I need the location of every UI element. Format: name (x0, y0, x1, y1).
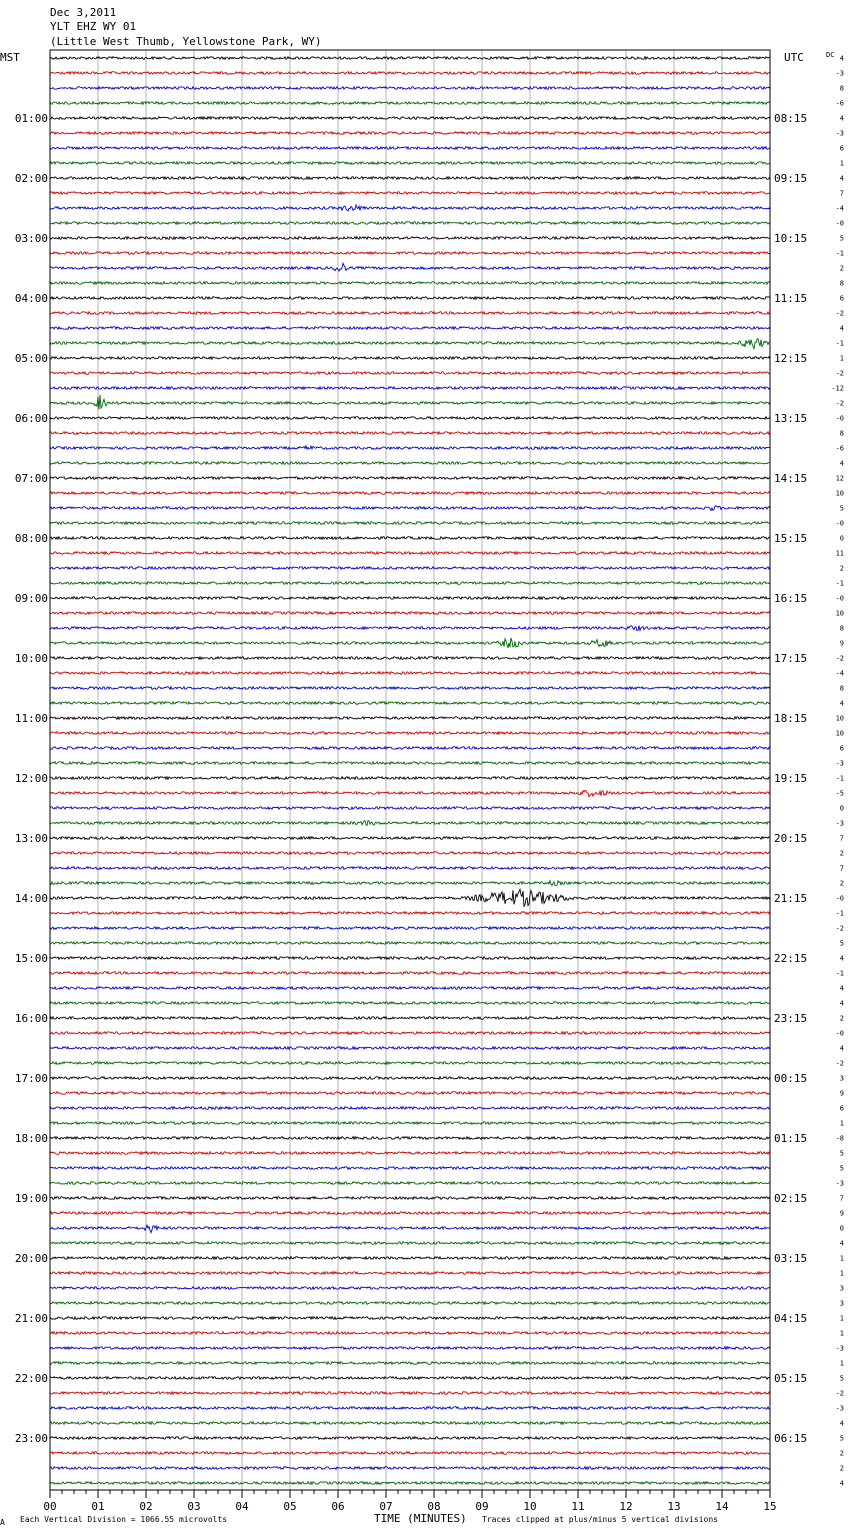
dc-offset-label: -3 (835, 1344, 844, 1353)
trace-line (50, 867, 770, 870)
trace-line (50, 612, 770, 615)
dc-offset-label: 2 (839, 879, 844, 888)
trace-line (50, 1242, 770, 1245)
trace-line (50, 1225, 770, 1232)
trace-line (50, 1437, 770, 1440)
dc-offset-label: 4 (839, 954, 844, 963)
trace-line (50, 1467, 770, 1470)
dc-offset-label: 1 (839, 1254, 844, 1263)
header-station: YLT EHZ WY 01 (50, 20, 137, 33)
right-hour-label: 10:15 (774, 232, 808, 245)
trace-line (50, 417, 770, 420)
left-hour-label: 15:00 (14, 952, 48, 965)
dc-offset-label: 1 (839, 1119, 844, 1128)
trace-line (50, 237, 770, 240)
trace-line (50, 1377, 770, 1380)
dc-offset-label: -2 (835, 654, 844, 663)
trace-line (50, 927, 770, 930)
left-hour-label: 20:00 (14, 1252, 48, 1265)
trace-line (50, 222, 770, 225)
dc-offset-label: 8 (839, 84, 844, 93)
dc-offset-label: -2 (835, 399, 844, 408)
x-axis (43, 1490, 776, 1513)
left-hour-label: 06:00 (14, 412, 48, 425)
dc-offset-label: 2 (839, 1014, 844, 1023)
left-hour-label: 11:00 (14, 712, 48, 725)
right-hour-label: 18:15 (774, 712, 808, 725)
right-hour-label: 23:15 (774, 1012, 808, 1025)
dc-offset-label: 1 (839, 1314, 844, 1323)
dc-offset-label: -1 (835, 774, 844, 783)
dc-offset-label: 2 (839, 1464, 844, 1473)
trace-line (50, 638, 770, 648)
trace-line (50, 942, 770, 945)
x-tick-label: 00 (43, 1500, 57, 1513)
trace-line (50, 506, 770, 510)
right-hour-label: 03:15 (774, 1252, 808, 1265)
trace-line (50, 1332, 770, 1335)
dc-offset-label: -0 (835, 594, 844, 603)
trace-line (50, 387, 770, 390)
trace-line (50, 657, 770, 660)
right-hour-label: 15:15 (774, 532, 808, 545)
left-hour-label: 14:00 (14, 892, 48, 905)
trace-line (50, 567, 770, 570)
trace-line (50, 522, 770, 525)
dc-offset-label: 5 (839, 1149, 844, 1158)
trace-line (50, 282, 770, 285)
dc-offset-label: 4 (839, 174, 844, 183)
trace-line (50, 1137, 770, 1140)
dc-offset-label: 0 (839, 804, 844, 813)
trace-line (50, 552, 770, 555)
dc-offset-label: -12 (831, 384, 844, 393)
dc-offset-label: 5 (839, 1374, 844, 1383)
left-hour-label: 16:00 (14, 1012, 48, 1025)
dc-offset-label: 6 (839, 744, 844, 753)
trace-line (50, 357, 770, 360)
trace-line (50, 597, 770, 600)
trace-line (50, 912, 770, 915)
trace-line (50, 777, 770, 780)
dc-offset-label: 0 (839, 1224, 844, 1233)
right-hour-label: 09:15 (774, 172, 808, 185)
right-hour-label: 08:15 (774, 112, 808, 125)
dc-offset-label: 6 (839, 294, 844, 303)
trace-line (50, 432, 770, 435)
trace-line (50, 263, 770, 271)
dc-offset-label: 8 (839, 624, 844, 633)
trace-line (50, 537, 770, 540)
dc-offset-label: 8 (839, 279, 844, 288)
trace-line (50, 1482, 770, 1485)
dc-offset-label: 1 (839, 159, 844, 168)
left-hour-label: 23:00 (14, 1432, 48, 1445)
left-hour-label: 05:00 (14, 352, 48, 365)
dc-offset-label: 1 (839, 354, 844, 363)
right-hour-label: 01:15 (774, 1132, 808, 1145)
left-hour-label: 21:00 (14, 1312, 48, 1325)
trace-line (50, 1287, 770, 1290)
trace-line (50, 807, 770, 810)
left-hour-label: 13:00 (14, 832, 48, 845)
x-tick-label: 15 (763, 1500, 777, 1513)
trace-line (50, 1317, 770, 1320)
x-tick-label: 13 (667, 1500, 681, 1513)
trace-line (50, 1257, 770, 1260)
dc-offset-label: 5 (839, 504, 844, 513)
trace-line (50, 732, 770, 735)
trace-line (50, 1362, 770, 1365)
trace-line (50, 205, 770, 211)
dc-offset-label: -5 (835, 789, 844, 798)
x-tick-label: 07 (379, 1500, 393, 1513)
trace-line (50, 297, 770, 300)
x-tick-label: 08 (427, 1500, 441, 1513)
trace-line (50, 852, 770, 855)
trace-line (50, 702, 770, 705)
dc-offset-labels (831, 55, 844, 1488)
right-hour-label: 04:15 (774, 1312, 808, 1325)
dc-offset-label: -2 (835, 369, 844, 378)
dc-offset-label: -6 (835, 99, 844, 108)
dc-offset-label: 4 (839, 459, 844, 468)
trace-line (50, 1152, 770, 1155)
dc-offset-label: 10 (835, 609, 844, 618)
trace-line (50, 372, 770, 375)
trace-line (50, 1167, 770, 1170)
x-tick-label: 03 (187, 1500, 201, 1513)
left-hour-label: 19:00 (14, 1192, 48, 1205)
footer-mark: A (0, 1518, 5, 1527)
dc-offset-label: 2 (839, 849, 844, 858)
trace-line (50, 57, 770, 60)
dc-offset-label: 9 (839, 1089, 844, 1098)
trace-line (50, 626, 770, 631)
dc-offset-label: -3 (835, 759, 844, 768)
dc-offset-label: 3 (839, 1299, 844, 1308)
dc-offset-label: 9 (839, 1209, 844, 1218)
right-hour-label: 22:15 (774, 952, 808, 965)
dc-offset-label: -1 (835, 579, 844, 588)
left-hour-label: 18:00 (14, 1132, 48, 1145)
x-tick-label: 05 (283, 1500, 297, 1513)
left-timezone-label: MST (0, 51, 20, 64)
dc-offset-label: -1 (835, 909, 844, 918)
dc-offset-label: 2 (839, 264, 844, 273)
trace-line (50, 102, 770, 105)
dc-offset-label: -3 (835, 819, 844, 828)
trace-line (50, 1002, 770, 1005)
trace-line (50, 1422, 770, 1425)
x-tick-label: 06 (331, 1500, 345, 1513)
trace-line (50, 1047, 770, 1050)
dc-offset-label: -4 (835, 204, 844, 213)
left-hour-label: 08:00 (14, 532, 48, 545)
trace-line (50, 987, 770, 990)
trace-line (50, 687, 770, 690)
left-hour-label: 07:00 (14, 472, 48, 485)
x-tick-label: 01 (91, 1500, 105, 1513)
dc-offset-label: 6 (839, 1104, 844, 1113)
right-hour-label: 06:15 (774, 1432, 808, 1445)
dc-offset-label: 4 (839, 1419, 844, 1428)
trace-line (50, 1197, 770, 1200)
dc-offset-label: -4 (835, 669, 844, 678)
x-tick-label: 09 (475, 1500, 489, 1513)
trace-line (50, 339, 770, 349)
dc-offset-label: -3 (835, 69, 844, 78)
left-hour-label: 09:00 (14, 592, 48, 605)
dc-offset-label: 4 (839, 699, 844, 708)
dc-offset-label: -0 (835, 414, 844, 423)
trace-line (50, 582, 770, 585)
trace-line (50, 972, 770, 975)
header-date: Dec 3,2011 (50, 6, 117, 19)
dc-offset-label: 11 (835, 549, 844, 558)
dc-offset-label: 10 (835, 729, 844, 738)
trace-line (50, 821, 770, 826)
dc-offset-label: -0 (835, 894, 844, 903)
x-tick-label: 10 (523, 1500, 537, 1513)
dc-offset-label: -3 (835, 129, 844, 138)
x-tick-label: 04 (235, 1500, 249, 1513)
dc-offset-label: 4 (839, 999, 844, 1008)
dc-offset-label: 10 (835, 489, 844, 498)
left-hour-label: 10:00 (14, 652, 48, 665)
footer-clip-note: Traces clipped at plus/minus 5 vertical divisions (482, 1515, 719, 1524)
header-location: (Little West Thumb, Yellowstone Park, WY) (50, 35, 322, 48)
dc-offset-label: -1 (835, 339, 844, 348)
dc-offset-label: 1 (839, 1359, 844, 1368)
dc-offset-label: 5 (839, 1164, 844, 1173)
trace-line (50, 1062, 770, 1065)
dc-offset-label: 4 (839, 114, 844, 123)
dc-offset-label: 1 (839, 1269, 844, 1278)
dc-offset-label: -2 (835, 924, 844, 933)
trace-line (50, 1347, 770, 1350)
right-hour-label: 17:15 (774, 652, 808, 665)
dc-offset-label: 7 (839, 189, 844, 198)
right-hour-label: 11:15 (774, 292, 808, 305)
right-hour-label: 19:15 (774, 772, 808, 785)
dc-offset-label: -1 (835, 249, 844, 258)
trace-line (50, 477, 770, 480)
trace-line (50, 147, 770, 150)
right-hour-label: 20:15 (774, 832, 808, 845)
trace-line (50, 162, 770, 165)
trace-line (50, 790, 770, 796)
trace-line (50, 717, 770, 720)
dc-offset-label: -2 (835, 1389, 844, 1398)
right-timezone-label: UTC (784, 51, 804, 64)
trace-line (50, 177, 770, 180)
x-tick-label: 02 (139, 1500, 153, 1513)
right-hour-label: 00:15 (774, 1072, 808, 1085)
right-hour-label: 14:15 (774, 472, 808, 485)
dc-offset-label: 10 (835, 714, 844, 723)
dc-offset-label: 0 (839, 534, 844, 543)
dc-offset-label: 6 (839, 144, 844, 153)
dc-offset-label: 8 (839, 684, 844, 693)
trace-line (50, 312, 770, 315)
left-hour-label: 22:00 (14, 1372, 48, 1385)
dc-offset-label: 5 (839, 1434, 844, 1443)
trace-line (50, 395, 770, 409)
left-hour-label: 03:00 (14, 232, 48, 245)
trace-line (50, 1272, 770, 1275)
right-hour-label: 12:15 (774, 352, 808, 365)
left-hour-label: 01:00 (14, 112, 48, 125)
dc-offset-label: 4 (839, 54, 844, 63)
trace-line (50, 1302, 770, 1305)
trace-line (50, 1077, 770, 1080)
dc-offset-label: 12 (835, 474, 844, 483)
right-hour-label: 13:15 (774, 412, 808, 425)
dc-offset-label: 2 (839, 1449, 844, 1458)
dc-offset-label: -0 (835, 219, 844, 228)
dc-offset-label: 7 (839, 1194, 844, 1203)
left-hour-label: 12:00 (14, 772, 48, 785)
left-hour-label: 02:00 (14, 172, 48, 185)
trace-line (50, 1017, 770, 1020)
trace-line (50, 72, 770, 75)
right-hour-label: 21:15 (774, 892, 808, 905)
trace-line (50, 87, 770, 90)
trace-line (50, 252, 770, 255)
dc-offset-label: -2 (835, 1059, 844, 1068)
right-hour-label: 02:15 (774, 1192, 808, 1205)
trace-line (50, 446, 770, 450)
dc-offset-label: -3 (835, 1179, 844, 1188)
dc-offset-label: -3 (835, 1404, 844, 1413)
trace-line (50, 762, 770, 765)
trace-line (50, 462, 770, 465)
x-axis-label: TIME (MINUTES) (374, 1512, 467, 1525)
trace-line (50, 1122, 770, 1125)
dc-offset-label: -2 (835, 309, 844, 318)
dc-header: DC (826, 51, 835, 59)
dc-offset-label: 4 (839, 1239, 844, 1248)
x-tick-label: 14 (715, 1500, 729, 1513)
trace-line (50, 1032, 770, 1035)
dc-offset-label: 7 (839, 864, 844, 873)
dc-offset-label: 9 (839, 639, 844, 648)
trace-line (50, 1452, 770, 1455)
dc-offset-label: 3 (839, 1284, 844, 1293)
dc-offset-label: -0 (835, 519, 844, 528)
trace-line (50, 327, 770, 330)
trace-line (50, 747, 770, 750)
dc-offset-label: -6 (835, 444, 844, 453)
left-hour-labels (15, 112, 48, 1445)
dc-offset-label: 4 (839, 984, 844, 993)
trace-line (50, 117, 770, 120)
dc-offset-label: 1 (839, 1329, 844, 1338)
dc-offset-label: 4 (839, 324, 844, 333)
left-hour-label: 17:00 (14, 1072, 48, 1085)
trace-line (50, 1212, 770, 1215)
dc-offset-label: 8 (839, 429, 844, 438)
x-tick-label: 12 (619, 1500, 633, 1513)
trace-group (50, 57, 770, 1485)
trace-line (50, 1092, 770, 1095)
x-tick-label: 11 (571, 1500, 585, 1513)
trace-line (50, 837, 770, 840)
dc-offset-label: 5 (839, 939, 844, 948)
dc-offset-label: -1 (835, 969, 844, 978)
trace-line (50, 192, 770, 195)
dc-offset-label: 2 (839, 564, 844, 573)
right-hour-label: 05:15 (774, 1372, 808, 1385)
trace-line (50, 1407, 770, 1410)
dc-offset-label: 7 (839, 834, 844, 843)
trace-line (50, 1107, 770, 1110)
dc-offset-label: 3 (839, 1074, 844, 1083)
dc-offset-label: 4 (839, 1479, 844, 1488)
dc-offset-label: -8 (835, 1134, 844, 1143)
trace-line (50, 672, 770, 675)
trace-line (50, 1182, 770, 1185)
right-hour-label: 16:15 (774, 592, 808, 605)
dc-offset-label: -0 (835, 1029, 844, 1038)
trace-line (50, 1392, 770, 1395)
dc-offset-label: 4 (839, 1044, 844, 1053)
trace-line (50, 889, 770, 906)
footer-division: Each Vertical Division = 1066.55 microvolts (20, 1515, 228, 1524)
left-hour-label: 04:00 (14, 292, 48, 305)
dc-offset-label: 5 (839, 234, 844, 243)
trace-line (50, 957, 770, 960)
trace-line (50, 881, 770, 886)
trace-line (50, 132, 770, 135)
right-hour-labels (774, 112, 807, 1445)
trace-line (50, 492, 770, 495)
